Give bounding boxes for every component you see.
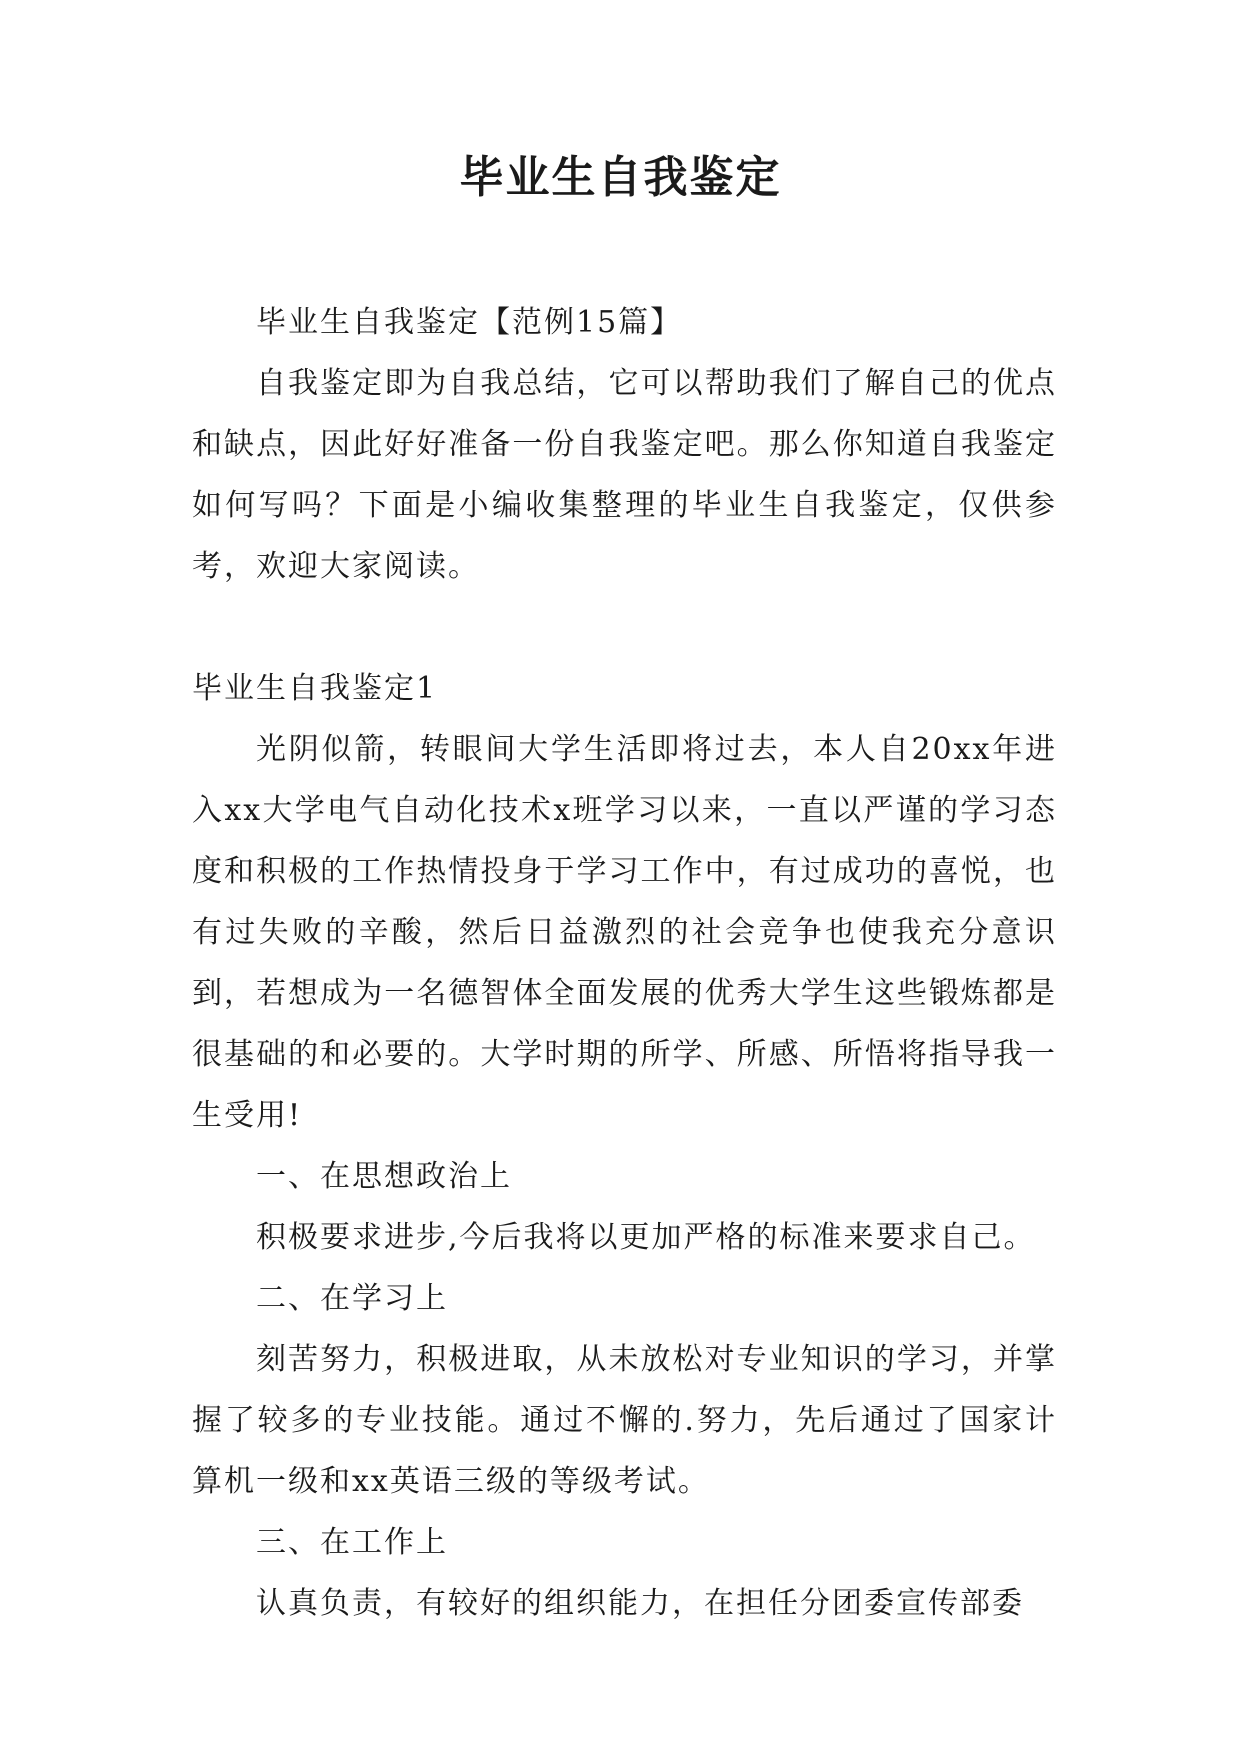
paragraph: 毕业生自我鉴定【范例15篇】 (256, 305, 683, 340)
paragraph: 刻苦努力，积极进取，从未放松对专业知识的学习，并掌握了较多的专业技能。通过不懈的.努力，先后通过了国家计算机一级和xx英语三级的等级考试。 (192, 1342, 1057, 1499)
paragraph: 自我鉴定即为自我总结，它可以帮助我们了解自己的优点和缺点，因此好好准备一份自我鉴定吧。那么你知道自我鉴定如何写吗？下面是小编收集整理的毕业生自我鉴定，仅供参考，欢迎大家阅读。 (192, 366, 1057, 584)
paragraph: 一、在思想政治上 (256, 1159, 512, 1194)
document-body (192, 292, 1057, 1634)
document-title: 毕业生自我鉴定 (459, 152, 782, 203)
paragraph: 三、在工作上 (256, 1525, 448, 1560)
paragraph-spacer (192, 597, 1057, 658)
paragraph: 认真负责，有较好的组织能力，在担任分团委宣传部委 (256, 1586, 1024, 1621)
paragraph: 毕业生自我鉴定1 (192, 671, 438, 706)
paragraph: 积极要求进步,今后我将以更加严格的标准来要求自己。 (256, 1220, 1036, 1255)
paragraph: 光阴似箭，转眼间大学生活即将过去，本人自20xx年进入xx大学电气自动化技术x班学习以来，一直以严谨的学习态度和积极的工作热情投身于学习工作中，有过成功的喜悦，也有过失败的辛酸，然后日益激烈的社会竞争也使我充分意识到，若想成为一名德智体全面发展的优秀大学生这些锻炼都是很基础的和必要的。大学时期的所学、所感、所悟将指导我一生受用! (192, 732, 1057, 1133)
paragraph: 二、在学习上 (256, 1281, 448, 1316)
